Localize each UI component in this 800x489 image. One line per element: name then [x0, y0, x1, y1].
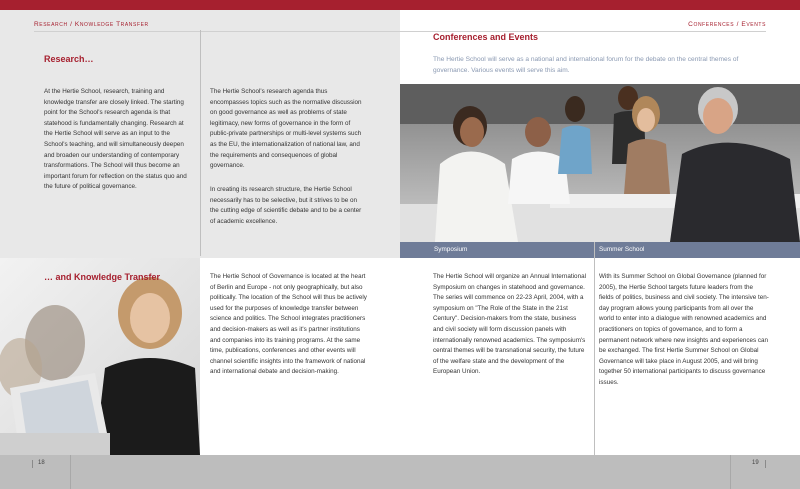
research-column-2-p1: The Hertie School's research agenda thus encompasses topics such as the normative discussion on good governance as well as problems of state legitimacy, new forms of governance in the form of public-private partnerships or multi-level systems such as the EU, the internationalization of national law, and the requirements and consequences of global governance.: [210, 88, 362, 170]
research-column-1: At the Hertie School, research, training and knowledge transfer are closely linked. The starting point for the School's research agenda is that statehood is fundamentally changing. Research at the Hertie School will serve as an input to the School's teaching, and will simultaneously deepen and broaden our understanding of contemporary transformations. The School will thus become an important forum for reflection on the status quo and the future of political governance.: [44, 88, 187, 191]
students-laptop-photo: [0, 258, 200, 455]
right-footer-tick: [765, 460, 766, 468]
research-column-2-p2: In creating its research structure, the Hertie School necessarily has to be selective, but it strives to be on the cutting edge of scientific debate and to be a center of academic excellence.: [210, 186, 362, 225]
symposium-text: The Hertie School will organize an Annual International Symposium on changes in statehood and governance. The series will commence on 22-23 April, 2004, with a symposium on "The Role of the State in the 21st Century". Decision-makers from the state, business and civil society will form discussion panels with internationally renowned academics. The symposium's central themes will be transnational security, the future of the welfare state and the development of the European Union.: [433, 273, 586, 376]
knowledge-transfer-text: The Hertie School of Governance is located at the heart of Berlin and Europe - not only geographically, but also politically. The location of the School will thus be actively used for the purposes of knowledge transfer between science and politics. The School integrates practitioners and decision-makers as well as it's partner institutions and companies into its training programs. At the same time, publications, conferences and other events will channel scientific insights into the framework of national and international debate and decision-making.: [210, 273, 367, 376]
left-footer-tick: [32, 460, 33, 468]
classroom-discussion-photo: [400, 84, 800, 242]
left-head-rule: [34, 31, 400, 32]
left-column-divider: [200, 30, 201, 256]
symposium-label: Symposium: [434, 246, 468, 253]
knowledge-transfer-heading: … and Knowledge Transfer: [44, 272, 161, 282]
footer-divider-right: [730, 455, 731, 489]
section-label-bar: [400, 242, 800, 258]
top-accent-bar: [0, 0, 800, 10]
conferences-lead: The Hertie School will serve as a national and international forum for the debate on the central themes of governance. Various events will serve this aim.: [433, 56, 739, 74]
footer-divider-left: [70, 455, 71, 489]
left-page-number: 18: [38, 460, 45, 466]
left-running-head: Research / Knowledge Transfer: [34, 21, 149, 28]
footer-band: [0, 455, 800, 489]
right-running-head: Conferences / Events: [688, 21, 766, 28]
research-heading: Research…: [44, 54, 94, 64]
summer-school-label: Summer School: [599, 246, 645, 253]
conferences-heading: Conferences and Events: [433, 32, 539, 42]
right-page-number: 19: [752, 460, 759, 466]
right-column-divider: [594, 242, 595, 455]
summer-school-text: With its Summer School on Global Governance (planned for 2005), the Hertie School targets future leaders from the fields of politics, business and civil society. The intensive ten-day program allows young participants from all over the world to enter into a dialogue with renowned academics and practitioners on topics of governance, and to form a permanent network where new insights and experiences can be exchanged. The first Hertie Summer School on Global Governance will take place in August 2005, and will bring together 50 international participants to discuss governance issues.: [599, 273, 769, 386]
